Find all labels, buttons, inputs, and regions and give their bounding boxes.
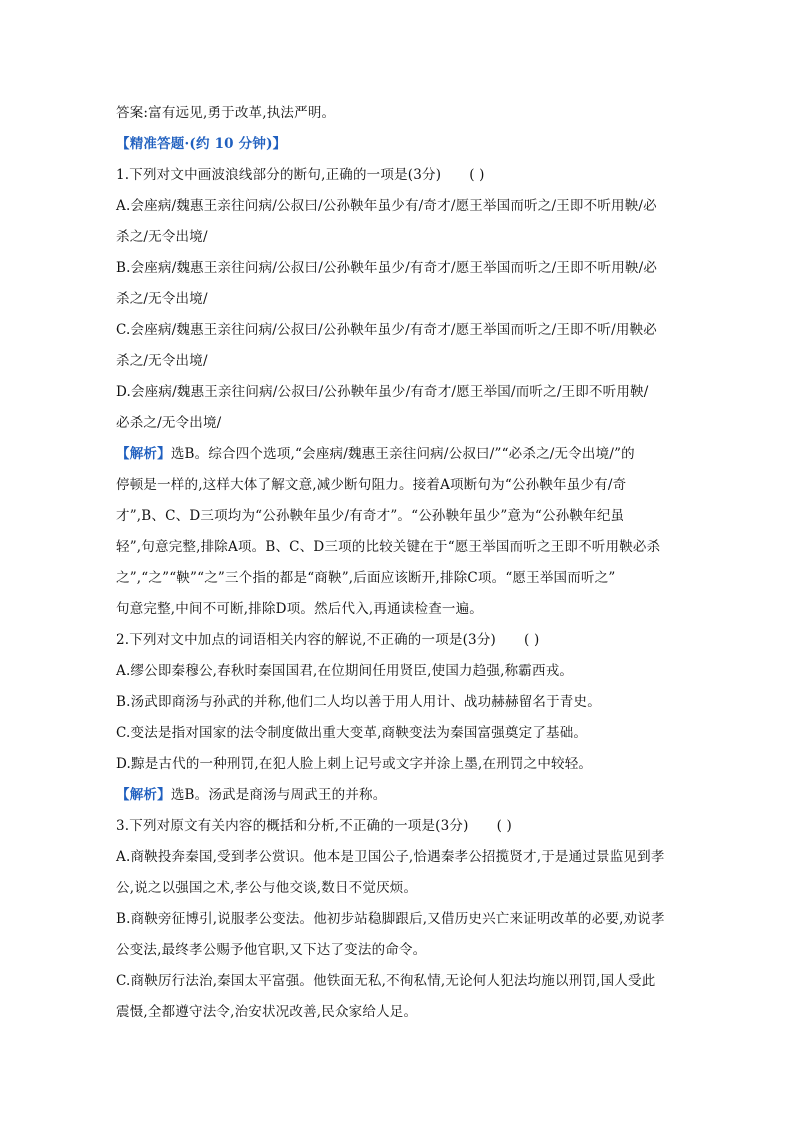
q1-analysis-line-3: 才”,B、C、D三项均为“公孙鞅年虽少/有奇才”。“公孙鞅年虽少”意为“公孙鞅年纪虽 [116, 508, 625, 524]
section-title: 【精准答题·(约 10 分钟)】 [116, 136, 287, 152]
q3-option-a-line-1: A.商鞅投奔秦国,受到孝公赏识。他本是卫国公子,恰遇秦孝公招揽贤才,于是通过景监见到孝 [116, 849, 665, 865]
q1-option-a-line-1: A.会座病/魏惠王亲往问病/公叔曰/公孙鞅年虽少有/奇才/愿王举国而听之/王即不听用鞅/必 [116, 198, 657, 214]
q2-analysis [116, 786, 386, 804]
q1-option-c-line-1: C.会座病/魏惠王亲往问病/公叔曰/公孙鞅年虽少/有奇才/愿王举国而听之/王即不听/用鞅必 [116, 322, 657, 338]
q1-analysis-line-2: 停顿是一样的,这样大体了解文意,减少断句阻力。接着A项断句为“公孙鞅年虽少有/奇 [116, 477, 627, 493]
q3-option-a-line-2: 公,说之以强国之术,孝公与他交谈,数日不觉厌烦。 [116, 880, 418, 896]
q2-option-d: D.黥是古代的一种刑罚,在犯人脸上刺上记号或文字并涂上墨,在刑罚之中较轻。 [116, 756, 593, 772]
q1-option-d-line-1: D.会座病/魏惠王亲往问病/公叔曰/公孙鞅年虽少/有奇才/愿王举国/而听之/王即不听用鞅/ [116, 384, 649, 400]
analysis-tag: 【解析】 [116, 446, 171, 462]
analysis-tag: 【解析】 [116, 787, 171, 803]
q1-analysis-line-4: 轻”,句意完整,排除A项。B、C、D三项的比较关键在于“愿王举国而听之王即不听用鞅必杀 [116, 539, 661, 555]
q2-option-a: A.缪公即秦穆公,春秋时秦国国君,在位期间任用贤臣,使国力趋强,称霸西戎。 [116, 663, 574, 679]
q1-option-b-line-1: B.会座病/魏惠王亲往问病/公叔曰/公孙鞅年虽少/有奇才/愿王举国而听之/王即不听用鞅/必 [116, 260, 658, 276]
q3-option-c-line-1: C.商鞅厉行法治,秦国太平富强。他铁面无私,不徇私情,无论何人犯法均施以刑罚,国人受此 [116, 973, 656, 989]
question-2-stem [116, 631, 539, 649]
q1-analysis-line-6: 句意完整,中间不可断,排除D项。然后代入,再通读检查一遍。 [116, 601, 483, 617]
analysis-text: 选B。综合四个选项,“会座病/魏惠王亲往问病/公叔曰/”“必杀之/无令出境/”的 [170, 446, 635, 462]
question-1-stem [116, 166, 485, 184]
question-3-text: 3.下列对原文有关内容的概括和分析,不正确的一项是(3分) [116, 818, 469, 834]
q1-option-b-line-2: 杀之/无令出境/ [116, 291, 208, 307]
q1-option-d-line-2: 必杀之/无令出境/ [116, 415, 222, 431]
answer-blank: ( ) [496, 818, 513, 834]
q1-option-c-line-2: 杀之/无令出境/ [116, 353, 208, 369]
q2-option-c: C.变法是指对国家的法令制度做出重大变革,商鞅变法为秦国富强奠定了基础。 [116, 725, 588, 741]
q3-option-b-line-2: 公变法,最终孝公赐予他官职,又下达了变法的命令。 [116, 942, 427, 958]
q1-analysis-line-1 [116, 445, 635, 463]
q1-analysis-line-5: 之”,“之”“鞅”“之”三个指的都是“商鞅”,后面应该断开,排除C项。“愿王举国而听之” [116, 570, 616, 586]
question-2-text: 2.下列对文中加点的词语相关内容的解说,不正确的一项是(3分) [116, 632, 496, 648]
answer-blank: ( ) [524, 632, 540, 648]
question-3-stem [116, 817, 512, 835]
question-1-text: 1.下列对文中画波浪线部分的断句,正确的一项是(3分) [116, 167, 442, 183]
answer-blank: ( ) [469, 167, 485, 183]
answer-line: 答案:富有远见,勇于改革,执法严明。 [116, 105, 336, 121]
q3-option-b-line-1: B.商鞅旁征博引,说服孝公变法。他初步站稳脚跟后,又借历史兴亡来证明改革的必要,劝说孝 [116, 911, 665, 927]
analysis-text: 选B。汤武是商汤与周武王的并称。 [170, 787, 387, 803]
q2-option-b: B.汤武即商汤与孙武的并称,他们二人均以善于用人用计、战功赫赫留名于青史。 [116, 694, 601, 710]
q1-option-a-line-2: 杀之/无令出境/ [116, 229, 208, 245]
q3-option-c-line-2: 震慑,全都遵守法令,治安状况改善,民众家给人足。 [116, 1004, 418, 1020]
